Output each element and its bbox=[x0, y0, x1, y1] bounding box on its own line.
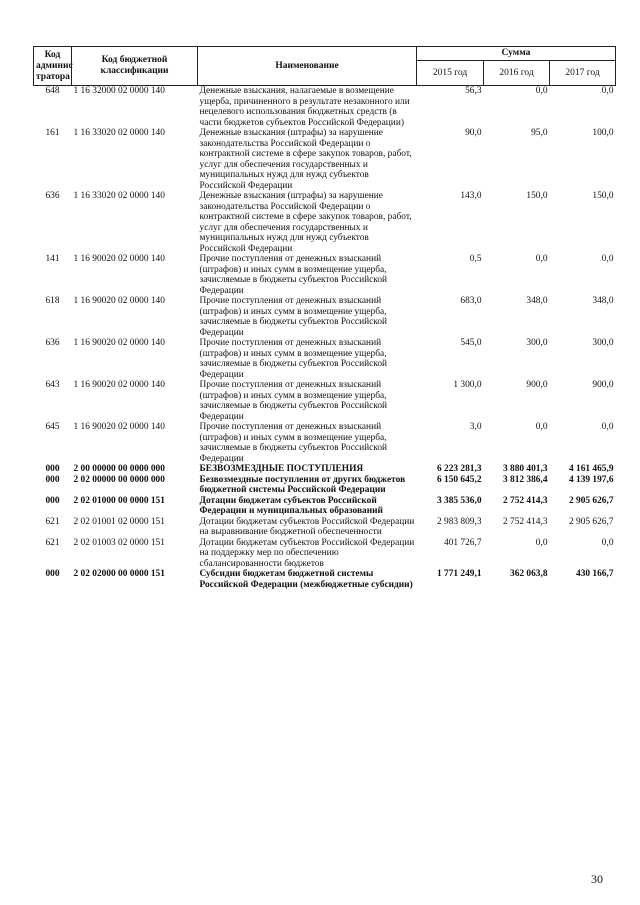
budget-code-cell: 2 00 00000 00 0000 000 bbox=[73, 464, 165, 474]
table-row bbox=[34, 569, 616, 590]
sum-2015-cell: 6 150 645,2 bbox=[436, 474, 482, 485]
table-row bbox=[34, 86, 616, 129]
budget-code-cell: 2 02 01000 00 0000 151 bbox=[73, 495, 165, 506]
name-cell: Денежные взыскания (штрафы) за нарушение законодательства Российской Федерации о контрактной системе в сфере закупок товаров, работ, услуг для обеспечения государственных и муниципальных нужд для нужд субъектов Российской Федерации bbox=[199, 191, 412, 254]
sum-2016-cell: 2 752 414,3 bbox=[502, 516, 548, 527]
sum-2017-cell: 0,0 bbox=[601, 537, 614, 548]
table-row bbox=[34, 128, 616, 191]
admin-code-cell: 000 bbox=[45, 569, 60, 579]
sum-2016-cell: 2 752 414,3 bbox=[502, 495, 548, 506]
budget-code-cell: 2 02 02000 00 0000 151 bbox=[73, 569, 165, 579]
budget-code-cell: 1 16 33020 02 0000 140 bbox=[73, 191, 165, 201]
admin-code-cell: 648 bbox=[45, 86, 60, 96]
sum-2015-cell: 143,0 bbox=[460, 191, 482, 201]
admin-code-cell: 645 bbox=[45, 422, 60, 432]
name-cell: Дотации бюджетам субъектов Российской Федерации на выравнивание бюджетной обеспеченности bbox=[199, 516, 415, 537]
name-cell: БЕЗВОЗМЕЗДНЫЕ ПОСТУПЛЕНИЯ bbox=[199, 464, 364, 474]
budget-code-cell: 1 16 90020 02 0000 140 bbox=[73, 380, 165, 390]
table-row bbox=[34, 464, 616, 475]
sum-2015-cell: 1 771 249,1 bbox=[436, 569, 482, 579]
budget-code-cell: 1 16 90020 02 0000 140 bbox=[73, 254, 165, 264]
header-year-2016: 2016 год bbox=[484, 61, 550, 86]
name-cell: Прочие поступления от денежных взысканий (штрафов) и иных сумм в возмещение ущерба, зачисляемые в бюджеты субъектов Российской Федерации bbox=[199, 338, 388, 380]
table-row bbox=[34, 517, 616, 538]
page-number: 30 bbox=[591, 872, 603, 886]
admin-code-cell: 000 bbox=[45, 474, 60, 485]
budget-code-cell: 2 02 00000 00 0000 000 bbox=[73, 474, 165, 485]
table-row bbox=[34, 338, 616, 380]
name-cell: Безвозмездные поступления от других бюджетов бюджетной системы Российской Федерации bbox=[199, 474, 406, 495]
sum-2015-cell: 0,5 bbox=[469, 254, 482, 264]
admin-code-cell: 643 bbox=[45, 380, 60, 390]
budget-code-cell: 1 16 90020 02 0000 140 bbox=[73, 422, 165, 432]
sum-2016-cell: 0,0 bbox=[535, 86, 548, 96]
admin-code-cell: 000 bbox=[45, 495, 60, 506]
admin-code-cell: 636 bbox=[45, 191, 60, 201]
budget-code-cell: 2 02 01001 02 0000 151 bbox=[73, 516, 165, 527]
budget-revenue-table bbox=[33, 46, 616, 590]
sum-2016-cell: 0,0 bbox=[535, 537, 548, 548]
sum-2016-cell: 362 063,8 bbox=[510, 569, 548, 579]
sum-2016-cell: 900,0 bbox=[526, 380, 548, 390]
name-cell: Дотации бюджетам субъектов Российской Федерации на поддержку мер по обеспечению сбалансированности бюджетов bbox=[199, 537, 415, 569]
sum-2016-cell: 300,0 bbox=[526, 338, 548, 348]
sum-2016-cell: 3 812 386,4 bbox=[502, 474, 548, 485]
sum-2015-cell: 3 385 536,0 bbox=[436, 495, 482, 506]
budget-code-cell: 1 16 32000 02 0000 140 bbox=[73, 86, 165, 96]
admin-code-cell: 621 bbox=[45, 537, 60, 548]
sum-2017-cell: 0,0 bbox=[601, 86, 614, 96]
name-cell: Дотации бюджетам субъектов Российской Федерации и муниципальных образований bbox=[199, 495, 383, 516]
sum-2016-cell: 0,0 bbox=[535, 422, 548, 432]
sum-2017-cell: 4 139 197,6 bbox=[568, 474, 614, 485]
sum-2015-cell: 1 300,0 bbox=[453, 380, 482, 390]
sum-2015-cell: 90,0 bbox=[465, 128, 482, 138]
budget-code-cell: 1 16 90020 02 0000 140 bbox=[73, 296, 165, 306]
header-budget-classification-code: Код бюджетной классификации bbox=[72, 47, 198, 86]
sum-2016-cell: 3 880 401,3 bbox=[502, 464, 548, 474]
admin-code-cell: 161 bbox=[45, 128, 60, 138]
table-header bbox=[34, 47, 616, 86]
name-cell: Прочие поступления от денежных взысканий (штрафов) и иных сумм в возмещение ущерба, зачисляемые в бюджеты субъектов Российской Федерации bbox=[199, 380, 388, 422]
admin-code-cell: 141 bbox=[45, 254, 60, 264]
sum-2015-cell: 6 223 281,3 bbox=[436, 464, 482, 474]
sum-2016-cell: 150,0 bbox=[526, 191, 548, 201]
name-cell: Денежные взыскания, налагаемые в возмещение ущерба, причиненного в результате незаконного или нецелевого использования бюджетных средств (в части бюджетов субъектов Российской Федерации) bbox=[199, 86, 410, 128]
table-body bbox=[34, 86, 616, 591]
sum-2017-cell: 100,0 bbox=[592, 128, 614, 138]
sum-2017-cell: 2 905 626,7 bbox=[568, 516, 614, 527]
sum-2015-cell: 56,3 bbox=[465, 86, 482, 96]
table-row bbox=[34, 538, 616, 570]
header-year-2017: 2017 год bbox=[550, 61, 616, 86]
sum-2017-cell: 300,0 bbox=[592, 338, 614, 348]
name-cell: Прочие поступления от денежных взысканий (штрафов) и иных сумм в возмещение ущерба, зачисляемые в бюджеты субъектов Российской Федерации bbox=[199, 422, 388, 464]
sum-2017-cell: 0,0 bbox=[601, 254, 614, 264]
admin-code-cell: 636 bbox=[45, 338, 60, 348]
table-row bbox=[34, 296, 616, 338]
budget-code-cell: 2 02 01003 02 0000 151 bbox=[73, 537, 165, 548]
header-name: Наименование bbox=[198, 47, 417, 86]
sum-2017-cell: 150,0 bbox=[592, 191, 614, 201]
sum-2017-cell: 430 166,7 bbox=[576, 569, 614, 579]
header-year-2015: 2015 год bbox=[417, 61, 484, 86]
table-row bbox=[34, 422, 616, 464]
sum-2017-cell: 2 905 626,7 bbox=[568, 495, 614, 506]
sum-2016-cell: 348,0 bbox=[526, 296, 548, 306]
table-row bbox=[34, 380, 616, 422]
sum-2016-cell: 95,0 bbox=[531, 128, 548, 138]
table-row bbox=[34, 254, 616, 296]
admin-code-cell: 621 bbox=[45, 516, 60, 527]
name-cell: Прочие поступления от денежных взысканий (штрафов) и иных сумм в возмещение ущерба, зачисляемые в бюджеты субъектов Российской Федерации bbox=[199, 296, 388, 338]
sum-2017-cell: 4 161 465,9 bbox=[568, 464, 614, 474]
sum-2016-cell: 0,0 bbox=[535, 254, 548, 264]
table-row bbox=[34, 496, 616, 517]
sum-2017-cell: 0,0 bbox=[601, 422, 614, 432]
sum-2017-cell: 900,0 bbox=[592, 380, 614, 390]
sum-2015-cell: 683,0 bbox=[460, 296, 482, 306]
header-admin-code: Код админис тратора bbox=[34, 47, 72, 86]
table-row bbox=[34, 191, 616, 254]
name-cell: Денежные взыскания (штрафы) за нарушение законодательства Российской Федерации о контрактной системе в сфере закупок товаров, работ, услуг для обеспечения государственных и муниципальных нужд для нужд субъектов Российской Федерации bbox=[199, 128, 412, 191]
admin-code-cell: 000 bbox=[45, 464, 60, 474]
sum-2015-cell: 401 726,7 bbox=[444, 537, 482, 548]
header-sum: Сумма bbox=[417, 47, 616, 61]
table-row bbox=[34, 475, 616, 496]
sum-2017-cell: 348,0 bbox=[592, 296, 614, 306]
admin-code-cell: 618 bbox=[45, 296, 60, 306]
name-cell: Субсидии бюджетам бюджетной системы Российской Федерации (межбюджетные субсидии) bbox=[199, 569, 413, 590]
name-cell: Прочие поступления от денежных взысканий (штрафов) и иных сумм в возмещение ущерба, зачисляемые в бюджеты субъектов Российской Федерации bbox=[199, 254, 388, 296]
sum-2015-cell: 2 983 809,3 bbox=[436, 516, 482, 527]
budget-code-cell: 1 16 90020 02 0000 140 bbox=[73, 338, 165, 348]
budget-code-cell: 1 16 33020 02 0000 140 bbox=[73, 128, 165, 138]
sum-2015-cell: 545,0 bbox=[460, 338, 482, 348]
sum-2015-cell: 3,0 bbox=[469, 422, 482, 432]
